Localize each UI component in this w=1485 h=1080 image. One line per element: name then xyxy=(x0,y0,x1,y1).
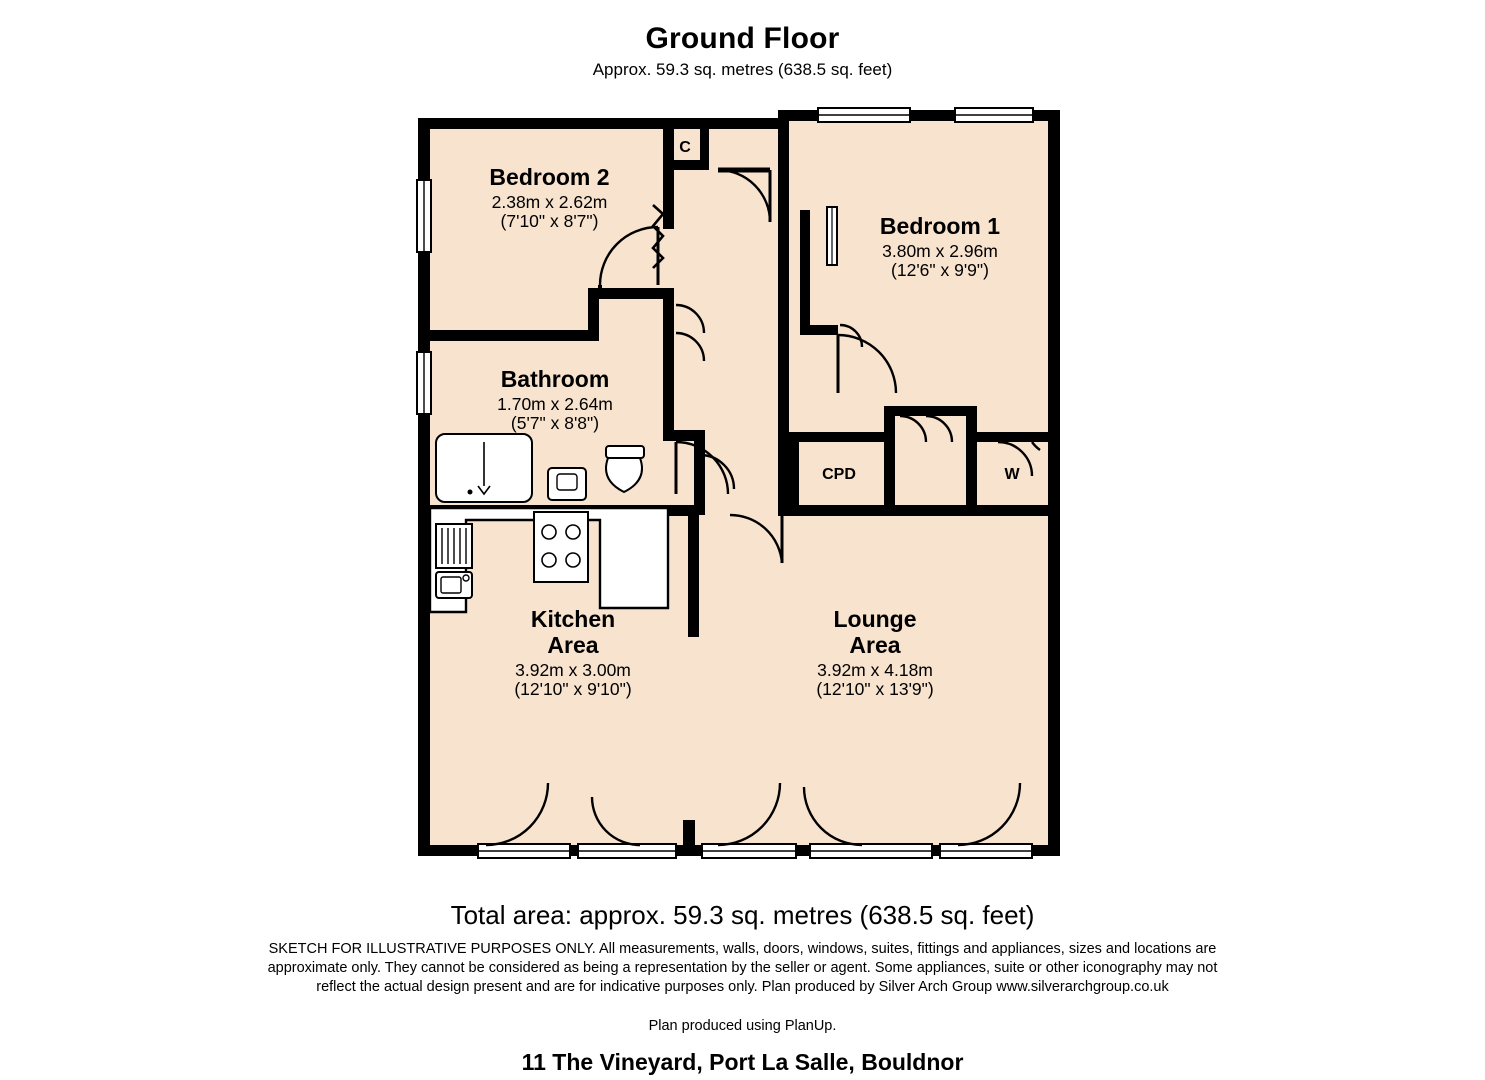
room-name-line2: Area xyxy=(849,631,901,658)
room-dim-imperial: (12'10" x 13'9") xyxy=(816,679,934,700)
label-cupboard-cpd: CPD xyxy=(822,466,856,483)
room-dim-metric: 3.92m x 4.18m xyxy=(817,659,933,680)
property-address: 11 The Vineyard, Port La Salle, Bouldnor xyxy=(521,1049,964,1075)
room-label-bedroom-2 xyxy=(462,165,637,232)
room-name: Bedroom 1 xyxy=(879,213,1001,239)
room-name: Bedroom 2 xyxy=(489,164,610,190)
page-subtitle: Approx. 59.3 sq. metres (638.5 sq. feet) xyxy=(592,60,893,79)
room-dim-imperial: (7'10" x 8'7") xyxy=(500,211,599,232)
room-dim-metric: 3.80m x 2.96m xyxy=(882,240,998,261)
room-name: Bathroom xyxy=(500,366,610,392)
room-dim-metric: 2.38m x 2.62m xyxy=(491,191,608,212)
room-dim-imperial: (5'7" x 8'8") xyxy=(510,413,600,434)
room-label-kitchen-area xyxy=(478,607,668,700)
planup-credit: Plan produced using PlanUp. xyxy=(648,1018,837,1034)
room-dim-metric: 1.70m x 2.64m xyxy=(497,393,613,414)
room-name: Kitchen xyxy=(530,606,616,632)
disclaimer-text: SKETCH FOR ILLUSTRATIVE PURPOSES ONLY. All measurements, walls, doors, windows, suites, fittings and appliances, sizes and locations are approximate only. They cannot be considered as being a representation by the seller or agent. Some appliances, suite or other iconography may not reflect the actual design present and are for indicative purposes only. Plan produced by Silver Arch Group www.silverarchgroup.co.uk xyxy=(267,941,1218,995)
room-label-bathroom xyxy=(465,367,645,434)
room-label-bedroom-1 xyxy=(850,214,1030,281)
room-dim-imperial: (12'6" x 9'9") xyxy=(891,260,989,281)
room-name-line2: Area xyxy=(547,631,599,658)
room-dim-metric: 3.92m x 3.00m xyxy=(515,659,631,680)
label-cupboard-c: C xyxy=(679,139,691,156)
page-title: Ground Floor xyxy=(645,22,840,55)
label-wardrobe-w: W xyxy=(1004,466,1020,483)
room-label-lounge-area xyxy=(780,607,970,700)
room-dim-imperial: (12'10" x 9'10") xyxy=(514,679,632,700)
total-area-text: Total area: approx. 59.3 sq. metres (638.5 sq. feet) xyxy=(450,900,1035,930)
room-name: Lounge xyxy=(833,606,917,632)
hob-icon xyxy=(534,512,588,582)
